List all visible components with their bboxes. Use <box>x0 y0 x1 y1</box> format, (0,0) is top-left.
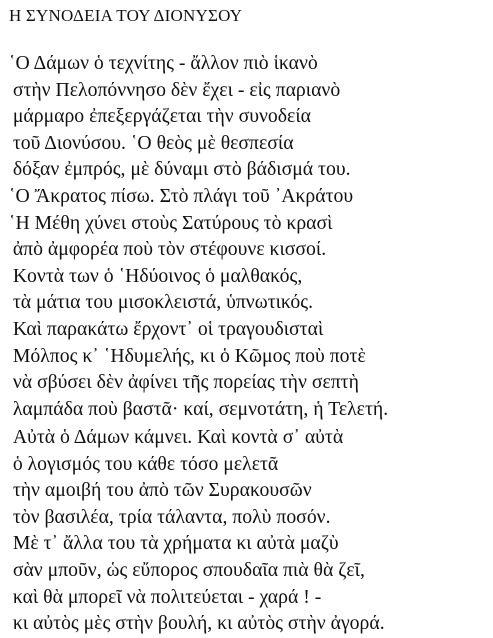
verse-line: ῾Η Μέθη χύνει στοὺς Σατύρους τὸ κρασὶ <box>8 211 333 234</box>
verse-line: λαμπάδα ποὺ βαστᾶ· καί, σεμνοτάτη, ἡ Τελετή. <box>12 397 389 420</box>
verse-line: τὸν βασιλέα, τρία τάλαντα, πολὺ ποσόν. <box>12 505 331 528</box>
verse-line: Μὲ τ᾿ ἄλλα του τὰ χρήματα κι αὐτὰ μαζὺ <box>12 532 339 555</box>
verse-line: σὰν μποῦν, ὡς εὔπορος σπουδαῖα πιὰ θὰ ζεῖ, <box>12 558 365 581</box>
verse-line: ῾Ο Δάμων ὁ τεχνίτης - ἄλλον πιὸ ἱκανὸ <box>8 52 318 74</box>
poem-title: Η ΣΥΝΟΔΕΙΑ ΤΟΥ ΔΙΟΝΥΣΟΥ <box>9 6 243 25</box>
verse-line: μάρμαρο ἐπεξεργάζεται τὴν συνοδεία <box>12 105 311 128</box>
verse-line: κι αὐτὸς μὲς στὴν βουλή, κι αὐτὸς στὴν ἀγορά. <box>12 612 385 635</box>
verse-line: δόξαν ἐμπρός, μὲ δύναμι στὸ βάδισμά του. <box>12 158 351 181</box>
verse-line: ὁ λογισμός του κάθε τόσο μελετᾶ <box>12 452 279 475</box>
verse-line: Καὶ παρακάτω ἔρχοντ᾿ οἱ τραγουδισταὶ <box>12 317 324 340</box>
verse-line: ῾Ο Ἄκρατος πίσω. Στὸ πλάγι τοῦ ᾿Ακράτου <box>8 184 354 207</box>
verse-line: Μόλπος κ᾿ ῾Ηδυμελής, κι ὁ Κῶμος ποὺ ποτὲ <box>12 344 366 367</box>
verse-line: τὰ μάτια του μισοκλειστά, ὑπνωτικός. <box>12 291 314 314</box>
verse-line: καὶ θὰ μπορεῖ νὰ πολιτεύεται - χαρά ! - <box>12 585 322 608</box>
verse-line: στὴν Πελοπόννησο δὲν ἔχει - εἰς παριανὸ <box>12 78 341 101</box>
verse-line: νὰ σβύσει δὲν ἀφίνει τῆς πορείας τὴν σεπτὴ <box>12 371 359 394</box>
stanza-2 <box>0 424 493 637</box>
stanza-1 <box>0 50 493 422</box>
verse-line: τοῦ Διονύσου. ῾Ο θεὸς μὲ θεσπεσία <box>12 131 294 154</box>
verse-line: Κοντὰ των ὁ ῾Ηδύοινος ὁ μαλθακός, <box>12 264 303 287</box>
verse-line: τὴν αμοιβή του ἀπὸ τῶν Συρακουσῶν <box>12 479 312 502</box>
verse-line: ἀπὸ ἀμφορέα ποὺ τὸν στέφουνε κισσοί. <box>12 238 327 261</box>
verse-line: Αὐτὰ ὁ Δάμων κάμνει. Καὶ κοντὰ σ᾿ αὐτὰ <box>12 426 344 448</box>
